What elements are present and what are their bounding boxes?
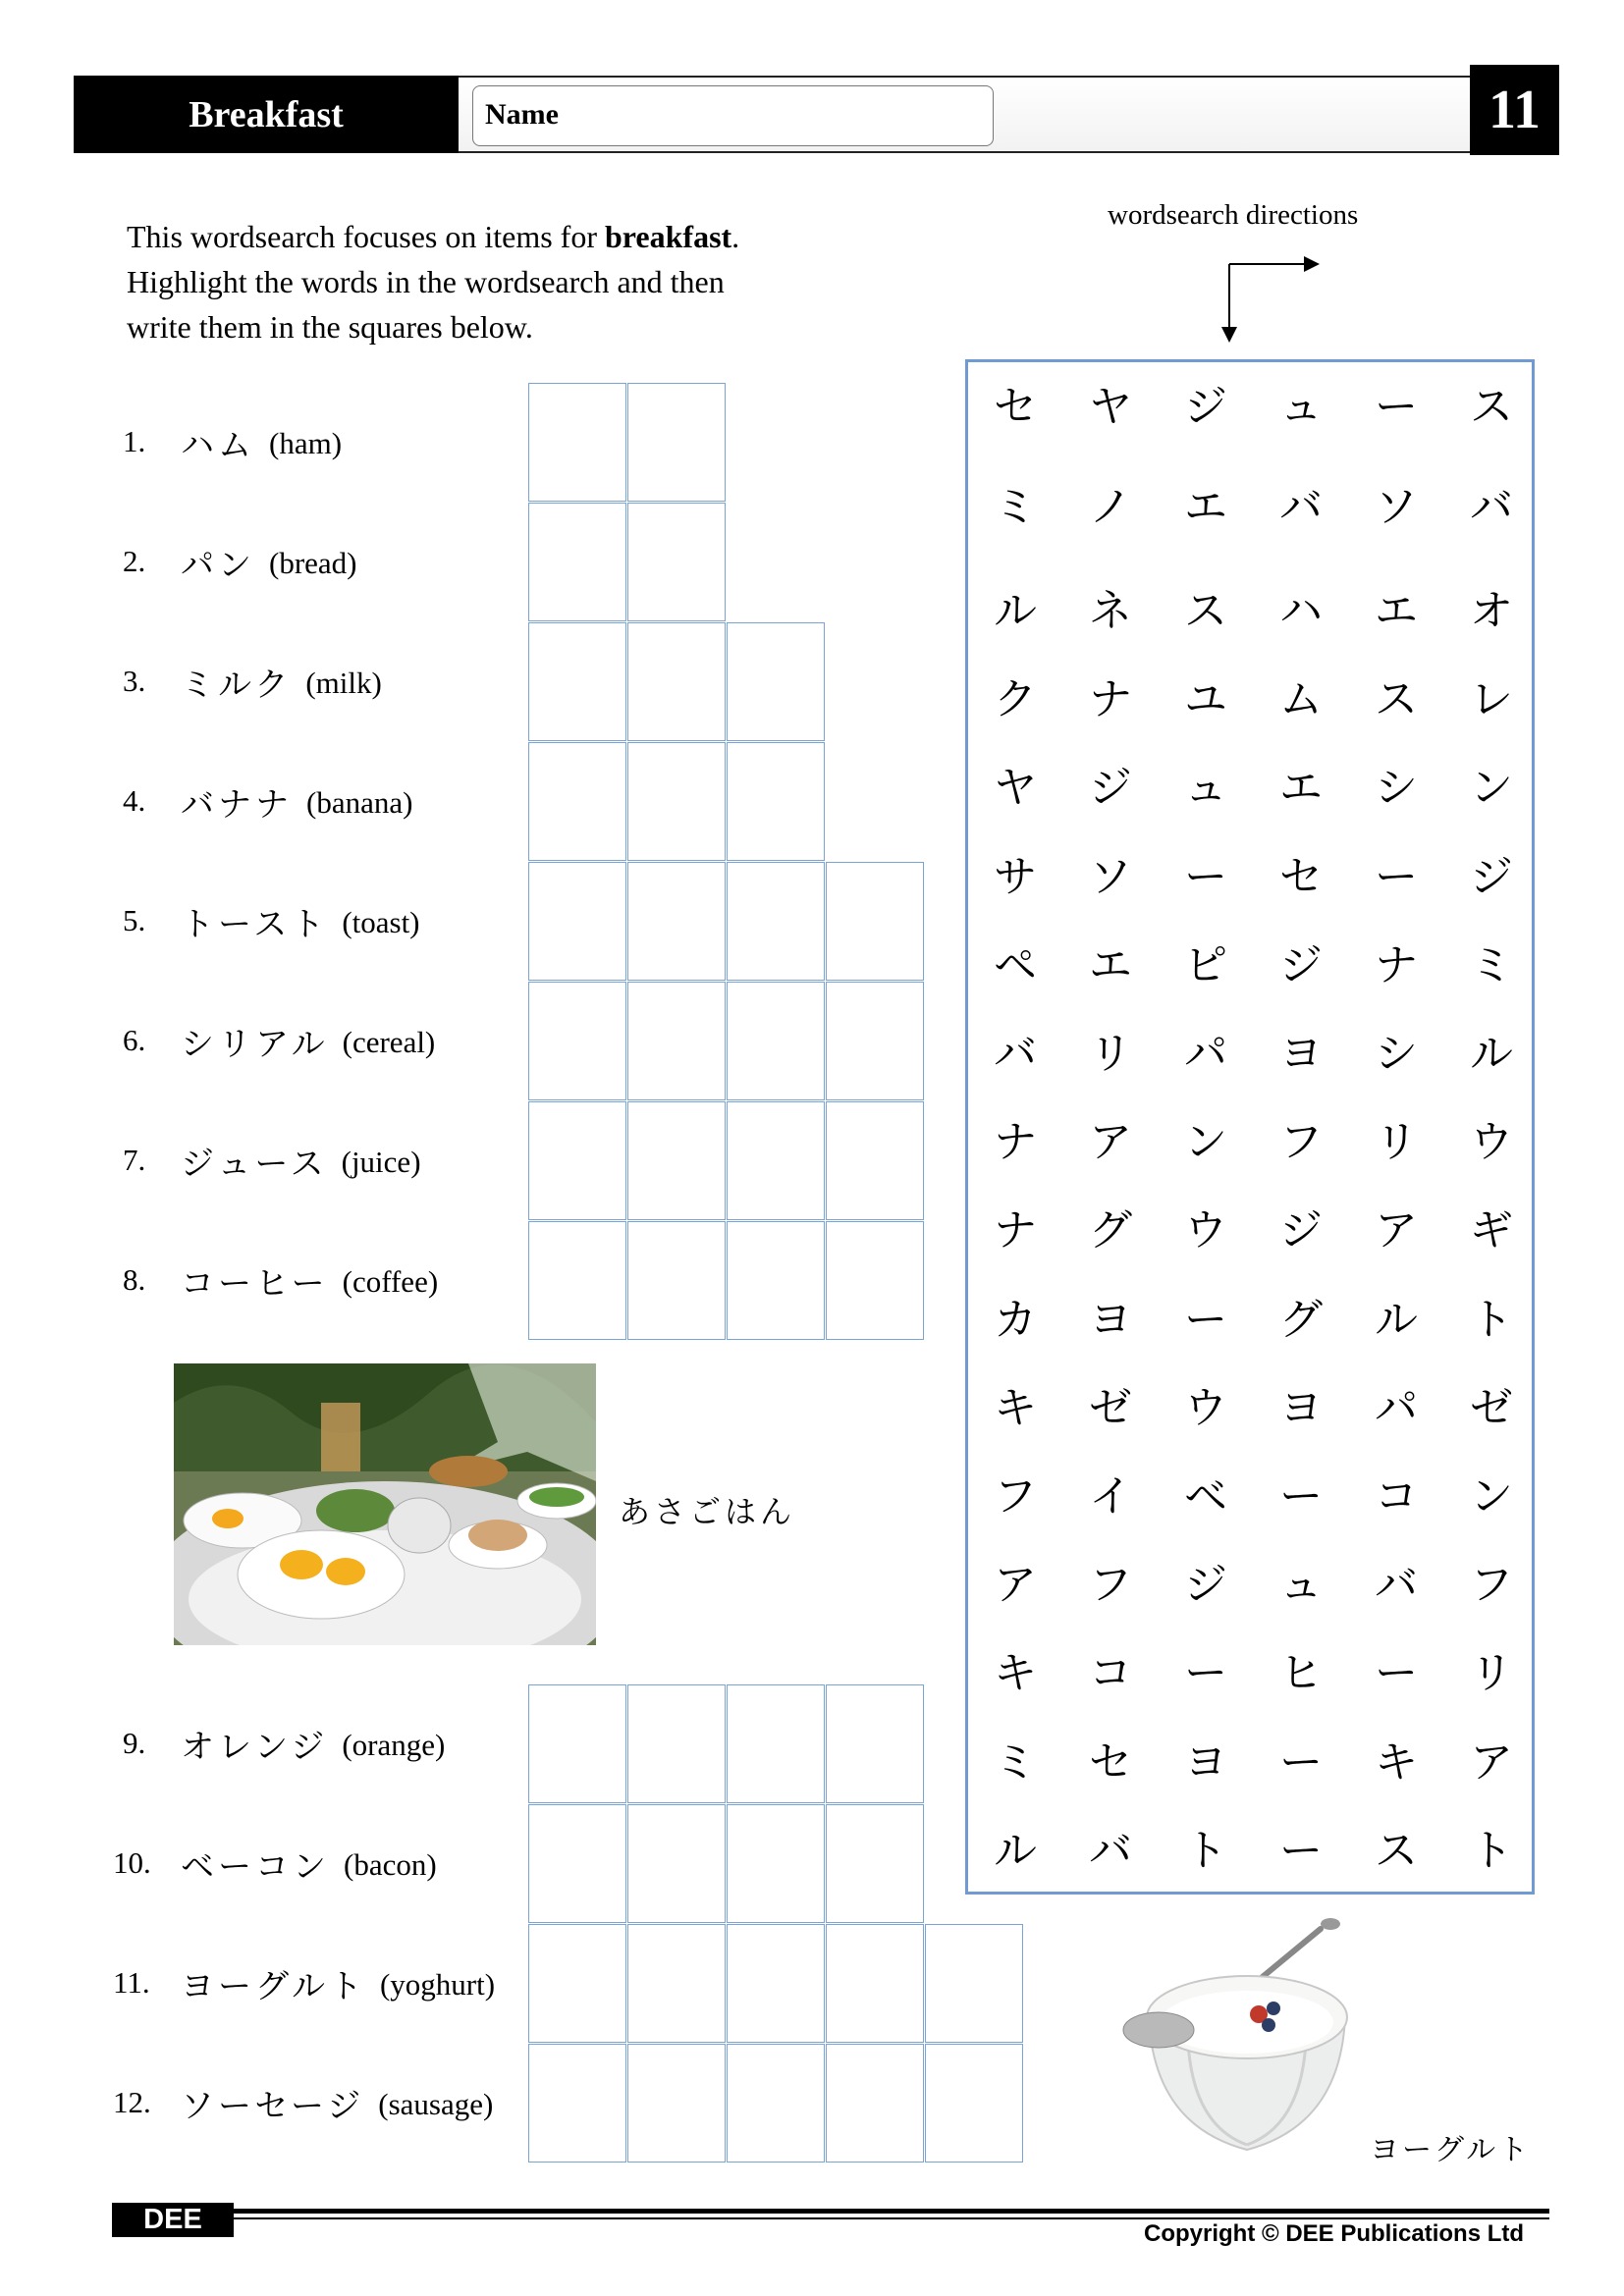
intro-bold-word: breakfast <box>604 219 732 254</box>
footer-rule-thin <box>234 2217 1549 2219</box>
grid-cell[interactable]: ジ <box>1184 1560 1227 1610</box>
grid-cell[interactable]: ナ <box>994 1205 1037 1255</box>
instructions <box>127 214 873 349</box>
intro-line2: Highlight the words in the wordsearch and then <box>127 264 725 299</box>
answer-box[interactable] <box>826 1804 924 1923</box>
word-number: 9. <box>123 1726 146 1760</box>
word-english: (bread) <box>269 546 357 580</box>
answer-box[interactable] <box>528 1101 626 1220</box>
grid-cell[interactable]: ウ <box>1184 1383 1227 1433</box>
grid-cell[interactable]: ア <box>1089 1117 1132 1167</box>
grid-cell[interactable]: エ <box>1184 482 1227 532</box>
answer-box[interactable] <box>627 1684 726 1803</box>
grid-cell[interactable]: セ <box>1279 852 1323 902</box>
answer-box[interactable] <box>627 1924 726 2043</box>
word-item <box>0 383 530 503</box>
answer-box[interactable] <box>528 1684 626 1803</box>
word-number: 2. <box>123 544 146 578</box>
word-japanese: オレンジ <box>181 1728 329 1767</box>
grid-cell[interactable]: ル <box>994 1826 1037 1876</box>
grid-cell[interactable]: カ <box>994 1295 1037 1345</box>
grid-cell[interactable]: ー <box>1279 1471 1323 1522</box>
grid-cell[interactable]: ー <box>1279 1826 1323 1876</box>
yogurt-image <box>1100 1914 1394 2169</box>
direction-arrows-icon <box>1208 247 1326 355</box>
answer-box[interactable] <box>528 982 626 1100</box>
word-item <box>0 2044 530 2163</box>
grid-cell[interactable]: ヒ <box>1279 1648 1323 1698</box>
word-english: (orange) <box>342 1728 446 1762</box>
grid-cell[interactable]: ュ <box>1279 1560 1323 1610</box>
grid-cell[interactable]: ス <box>1184 586 1227 636</box>
answer-box[interactable] <box>627 2044 726 2163</box>
directions-label: wordsearch directions <box>1108 199 1359 231</box>
grid-cell[interactable]: ト <box>1184 1826 1227 1876</box>
word-item <box>0 742 530 862</box>
grid-cell[interactable]: フ <box>1279 1117 1323 1167</box>
grid-cell[interactable]: バ <box>1089 1826 1132 1876</box>
word-japanese: ハム <box>181 426 255 465</box>
word-item <box>0 1804 530 1924</box>
grid-cell[interactable]: シ <box>1375 1029 1418 1079</box>
answer-box[interactable] <box>826 1101 924 1220</box>
answer-box[interactable] <box>925 2044 1023 2163</box>
word-english: (toast) <box>342 905 420 939</box>
grid-cell[interactable]: ギ <box>1470 1205 1513 1255</box>
grid-cell[interactable]: ル <box>1375 1295 1418 1345</box>
name-label: Name <box>485 98 559 131</box>
word-english: (milk) <box>305 666 382 700</box>
grid-cell[interactable]: ー <box>1184 1295 1227 1345</box>
word-english: (bacon) <box>344 1847 437 1882</box>
answer-box[interactable] <box>627 622 726 741</box>
grid-cell[interactable]: セ <box>994 382 1037 432</box>
intro-line1-pre: This wordsearch focuses on items for <box>127 219 605 254</box>
grid-cell[interactable]: バ <box>1279 482 1323 532</box>
copyright-text: Copyright © DEE Publications Ltd <box>1144 2220 1525 2247</box>
answer-box[interactable] <box>826 1924 924 2043</box>
grid-cell[interactable]: ソ <box>1375 482 1418 532</box>
grid-cell[interactable]: ヤ <box>994 763 1037 813</box>
yogurt-caption: ヨーグルト <box>1370 2133 1532 2167</box>
grid-cell[interactable]: ク <box>994 674 1037 724</box>
grid-cell[interactable]: ト <box>1470 1826 1513 1876</box>
grid-cell[interactable]: サ <box>994 852 1037 902</box>
grid-cell[interactable]: ー <box>1375 1648 1418 1698</box>
word-item <box>0 982 530 1101</box>
word-number: 7. <box>123 1143 146 1177</box>
answer-box[interactable] <box>925 1924 1023 2043</box>
word-number: 1. <box>123 424 146 458</box>
answer-box[interactable] <box>627 862 726 981</box>
word-item <box>0 622 530 742</box>
grid-cell[interactable]: ミ <box>1470 940 1513 990</box>
answer-box[interactable] <box>528 383 626 502</box>
answer-box[interactable] <box>528 2044 626 2163</box>
grid-cell[interactable]: ペ <box>994 940 1037 990</box>
grid-cell[interactable]: キ <box>1375 1737 1418 1788</box>
word-japanese: バナナ <box>181 785 293 825</box>
word-japanese: ベーコン <box>181 1847 330 1887</box>
grid-cell[interactable]: ジ <box>1470 852 1513 902</box>
grid-cell[interactable]: ン <box>1470 1471 1513 1522</box>
grid-cell[interactable]: パ <box>1375 1383 1418 1433</box>
answer-box[interactable] <box>727 622 825 741</box>
answer-box[interactable] <box>727 1101 825 1220</box>
grid-cell[interactable]: バ <box>994 1029 1037 1079</box>
word-japanese: シリアル <box>181 1025 329 1064</box>
answer-box[interactable] <box>627 503 726 621</box>
intro-line1-post: . <box>731 219 740 254</box>
grid-cell[interactable]: ン <box>1470 763 1513 813</box>
intro-line3: write them in the squares below. <box>127 309 533 345</box>
word-number: 4. <box>123 783 146 818</box>
answer-box[interactable] <box>727 1684 825 1803</box>
answer-box[interactable] <box>826 2044 924 2163</box>
grid-cell[interactable]: ー <box>1279 1737 1323 1788</box>
grid-cell[interactable]: グ <box>1089 1205 1132 1255</box>
breakfast-photo <box>174 1363 596 1645</box>
grid-cell[interactable]: ス <box>1470 382 1513 432</box>
grid-cell[interactable]: レ <box>1470 674 1513 724</box>
grid-cell[interactable]: リ <box>1089 1029 1132 1079</box>
answer-box[interactable] <box>826 862 924 981</box>
grid-cell[interactable]: ナ <box>1089 674 1132 724</box>
word-number: 10. <box>113 1845 151 1880</box>
grid-cell[interactable]: ハ <box>1279 586 1323 636</box>
grid-cell[interactable]: コ <box>1089 1648 1132 1698</box>
answer-box[interactable] <box>528 862 626 981</box>
publisher-logo: DEE <box>112 2203 234 2237</box>
grid-cell[interactable]: ノ <box>1089 482 1132 532</box>
grid-cell[interactable]: ュ <box>1184 763 1227 813</box>
word-item <box>0 1221 530 1341</box>
word-number: 3. <box>123 664 146 698</box>
footer-rule <box>234 2209 1549 2214</box>
grid-cell[interactable]: ネ <box>1089 586 1132 636</box>
word-japanese: ミルク <box>181 666 293 705</box>
word-english: (banana) <box>306 785 413 820</box>
answer-box[interactable] <box>826 1221 924 1340</box>
grid-cell[interactable]: ソ <box>1089 852 1132 902</box>
word-japanese: コーヒー <box>181 1264 329 1304</box>
answer-box[interactable] <box>826 982 924 1100</box>
grid-cell[interactable]: ナ <box>994 1117 1037 1167</box>
word-english: (yoghurt) <box>379 1967 496 2002</box>
grid-cell[interactable]: ル <box>1470 1029 1513 1079</box>
grid-cell[interactable]: ピ <box>1184 940 1227 990</box>
name-field[interactable] <box>472 85 994 146</box>
answer-box[interactable] <box>727 982 825 1100</box>
word-item <box>0 862 530 982</box>
grid-cell[interactable]: リ <box>1375 1117 1418 1167</box>
grid-cell[interactable]: エ <box>1279 763 1323 813</box>
answer-box[interactable] <box>528 503 626 621</box>
word-japanese: ジュース <box>181 1145 328 1184</box>
word-item <box>0 1924 530 2044</box>
word-japanese: ヨーグルト <box>181 1967 366 2006</box>
grid-cell[interactable]: キ <box>994 1383 1037 1433</box>
grid-cell[interactable]: ュ <box>1279 382 1323 432</box>
sheet-number: 11 <box>1470 65 1559 155</box>
word-item <box>0 1101 530 1221</box>
grid-cell[interactable]: ア <box>1470 1737 1513 1788</box>
answer-box[interactable] <box>727 862 825 981</box>
word-english: (cereal) <box>342 1025 436 1059</box>
answer-box[interactable] <box>627 1221 726 1340</box>
answer-box[interactable] <box>528 1924 626 2043</box>
answer-box[interactable] <box>627 982 726 1100</box>
grid-cell[interactable]: シ <box>1375 763 1418 813</box>
answer-box[interactable] <box>727 1221 825 1340</box>
grid-cell[interactable]: ヨ <box>1279 1383 1323 1433</box>
word-japanese: ソーセージ <box>181 2087 365 2126</box>
word-number: 5. <box>123 903 146 937</box>
grid-cell[interactable]: パ <box>1184 1029 1227 1079</box>
grid-cell[interactable]: キ <box>994 1648 1037 1698</box>
topic-title: Breakfast <box>74 76 459 153</box>
grid-cell[interactable]: フ <box>1470 1560 1513 1610</box>
word-item <box>0 503 530 622</box>
grid-cell[interactable]: セ <box>1089 1737 1132 1788</box>
grid-cell[interactable]: グ <box>1279 1295 1323 1345</box>
word-number: 12. <box>113 2085 151 2119</box>
grid-cell[interactable]: ヨ <box>1279 1029 1323 1079</box>
word-english: (juice) <box>341 1145 421 1179</box>
grid-cell[interactable]: ユ <box>1184 674 1227 724</box>
grid-cell[interactable]: ー <box>1375 852 1418 902</box>
grid-cell[interactable]: ア <box>1375 1205 1418 1255</box>
grid-cell[interactable]: ト <box>1470 1295 1513 1345</box>
grid-cell[interactable]: ヤ <box>1089 382 1132 432</box>
grid-cell[interactable]: ミ <box>994 482 1037 532</box>
grid-cell[interactable]: ウ <box>1470 1117 1513 1167</box>
answer-box[interactable] <box>826 1684 924 1803</box>
grid-cell[interactable]: ジ <box>1089 763 1132 813</box>
grid-cell[interactable]: ウ <box>1184 1205 1227 1255</box>
grid-cell[interactable]: コ <box>1375 1471 1418 1522</box>
grid-cell[interactable]: ヨ <box>1089 1295 1132 1345</box>
grid-cell[interactable]: エ <box>1089 940 1132 990</box>
answer-box[interactable] <box>528 742 626 861</box>
grid-cell[interactable]: ゼ <box>1089 1383 1132 1433</box>
grid-cell[interactable]: リ <box>1470 1648 1513 1698</box>
grid-cell[interactable]: ー <box>1184 1648 1227 1698</box>
word-english: (ham) <box>269 426 343 460</box>
grid-cell[interactable]: フ <box>1089 1560 1132 1610</box>
grid-cell[interactable]: ス <box>1375 1826 1418 1876</box>
word-english: (sausage) <box>378 2087 494 2121</box>
answer-box[interactable] <box>627 383 726 502</box>
grid-cell[interactable]: オ <box>1470 586 1513 636</box>
word-english: (coffee) <box>342 1264 439 1299</box>
grid-cell[interactable]: ル <box>994 586 1037 636</box>
grid-cell[interactable]: ジ <box>1184 382 1227 432</box>
grid-cell[interactable]: ヨ <box>1184 1737 1227 1788</box>
answer-box[interactable] <box>528 1221 626 1340</box>
word-japanese: トースト <box>181 905 329 944</box>
grid-cell[interactable]: フ <box>994 1471 1037 1522</box>
answer-box[interactable] <box>627 742 726 861</box>
grid-cell[interactable]: バ <box>1375 1560 1418 1610</box>
grid-cell[interactable]: ジ <box>1279 940 1323 990</box>
answer-box[interactable] <box>727 742 825 861</box>
grid-cell[interactable]: ベ <box>1184 1471 1227 1522</box>
word-item <box>0 1684 530 1804</box>
answer-box[interactable] <box>627 1101 726 1220</box>
grid-cell[interactable]: ム <box>1279 674 1323 724</box>
grid-cell[interactable]: ー <box>1184 852 1227 902</box>
answer-box[interactable] <box>727 1924 825 2043</box>
wordsearch-grid <box>965 359 1535 1895</box>
answer-box[interactable] <box>727 2044 825 2163</box>
word-japanese: パン <box>181 546 255 585</box>
word-number: 6. <box>123 1023 146 1057</box>
grid-cell[interactable]: ー <box>1375 382 1418 432</box>
grid-cell[interactable]: バ <box>1470 482 1513 532</box>
grid-cell[interactable]: エ <box>1375 586 1418 636</box>
grid-cell[interactable]: ン <box>1184 1117 1227 1167</box>
answer-box[interactable] <box>727 1804 825 1923</box>
grid-cell[interactable]: ア <box>994 1560 1037 1610</box>
answer-box[interactable] <box>528 622 626 741</box>
answer-box[interactable] <box>627 1804 726 1923</box>
word-number: 11. <box>113 1965 150 2000</box>
grid-cell[interactable]: ゼ <box>1470 1383 1513 1433</box>
grid-cell[interactable]: ミ <box>994 1737 1037 1788</box>
grid-cell[interactable]: イ <box>1089 1471 1132 1522</box>
word-number: 8. <box>123 1262 146 1297</box>
grid-cell[interactable]: ジ <box>1279 1205 1323 1255</box>
photo-caption: あさごはん <box>619 1493 796 1530</box>
grid-cell[interactable]: ナ <box>1375 940 1418 990</box>
grid-cell[interactable]: ス <box>1375 674 1418 724</box>
answer-box[interactable] <box>528 1804 626 1923</box>
